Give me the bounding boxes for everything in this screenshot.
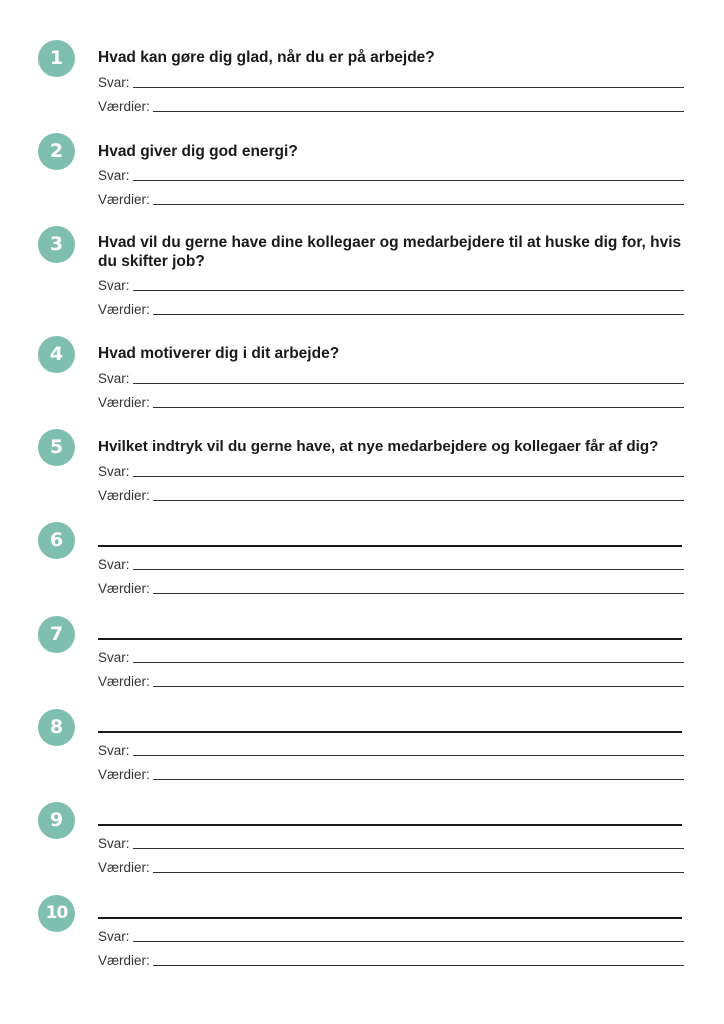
- answer-label: Svar:: [98, 836, 130, 851]
- question-text: Hvad vil du gerne have dine kollegaer og medarbejdere til at huske dig for, hvis du skifter job?: [98, 234, 682, 270]
- values-line[interactable]: [153, 407, 684, 408]
- answer-row[interactable]: [98, 740, 684, 758]
- answer-row[interactable]: [98, 72, 684, 90]
- question-text: Hvad giver dig god energi?: [98, 143, 298, 160]
- answer-label: Svar:: [98, 557, 130, 572]
- answer-label: Svar:: [98, 278, 130, 293]
- answer-line[interactable]: [133, 180, 684, 181]
- answer-label: Svar:: [98, 75, 130, 90]
- answer-row[interactable]: [98, 461, 684, 479]
- values-line[interactable]: [153, 111, 684, 112]
- answer-label: Svar:: [98, 371, 130, 386]
- answer-row[interactable]: [98, 275, 684, 293]
- question-blank-line[interactable]: [98, 824, 682, 826]
- question-number-badge: 1: [38, 40, 75, 77]
- values-line[interactable]: [153, 314, 684, 315]
- answer-line[interactable]: [133, 848, 684, 849]
- values-row[interactable]: [98, 96, 684, 114]
- values-label: Værdier:: [98, 860, 150, 875]
- values-row[interactable]: [98, 299, 684, 317]
- question-blank-line[interactable]: [98, 917, 682, 919]
- answer-line[interactable]: [133, 383, 684, 384]
- answer-line[interactable]: [133, 755, 684, 756]
- answer-line[interactable]: [133, 941, 684, 942]
- question-number-badge: 7: [38, 616, 75, 653]
- values-row[interactable]: [98, 485, 684, 503]
- answer-label: Svar:: [98, 929, 130, 944]
- question-blank-line[interactable]: [98, 638, 682, 640]
- answer-label: Svar:: [98, 168, 130, 183]
- question-text: Hvilket indtryk vil du gerne have, at nye medarbejdere og kollegaer får af dig?: [98, 438, 659, 455]
- values-line[interactable]: [153, 593, 684, 594]
- question-number-badge: 3: [38, 226, 75, 263]
- values-label: Værdier:: [98, 953, 150, 968]
- question-number-badge: 5: [38, 429, 75, 466]
- values-line[interactable]: [153, 965, 684, 966]
- values-line[interactable]: [153, 500, 684, 501]
- answer-line[interactable]: [133, 87, 684, 88]
- question-text: Hvad motiverer dig i dit arbejde?: [98, 345, 340, 362]
- values-label: Værdier:: [98, 581, 150, 596]
- answer-label: Svar:: [98, 743, 130, 758]
- values-row[interactable]: [98, 578, 684, 596]
- question-number-badge: 9: [38, 802, 75, 839]
- answer-line[interactable]: [133, 662, 684, 663]
- values-label: Værdier:: [98, 192, 150, 207]
- question-text: Hvad kan gøre dig glad, når du er på arbejde?: [98, 49, 435, 66]
- answer-row[interactable]: [98, 926, 684, 944]
- question-blank-line[interactable]: [98, 545, 682, 547]
- answer-row[interactable]: [98, 833, 684, 851]
- values-label: Værdier:: [98, 488, 150, 503]
- answer-line[interactable]: [133, 476, 684, 477]
- values-line[interactable]: [153, 779, 684, 780]
- question-number-badge: 2: [38, 133, 75, 170]
- question-number-badge: 10: [38, 895, 75, 932]
- values-label: Værdier:: [98, 302, 150, 317]
- answer-row[interactable]: [98, 368, 684, 386]
- values-label: Værdier:: [98, 767, 150, 782]
- values-row[interactable]: [98, 392, 684, 410]
- values-label: Værdier:: [98, 674, 150, 689]
- question-number-badge: 4: [38, 336, 75, 373]
- values-row[interactable]: [98, 189, 684, 207]
- values-row[interactable]: [98, 950, 684, 968]
- values-row[interactable]: [98, 671, 684, 689]
- values-row[interactable]: [98, 857, 684, 875]
- question-number-badge: 8: [38, 709, 75, 746]
- values-row[interactable]: [98, 764, 684, 782]
- values-line[interactable]: [153, 204, 684, 205]
- values-label: Værdier:: [98, 99, 150, 114]
- answer-row[interactable]: [98, 647, 684, 665]
- answer-row[interactable]: [98, 554, 684, 572]
- question-blank-line[interactable]: [98, 731, 682, 733]
- question-number-badge: 6: [38, 522, 75, 559]
- values-label: Værdier:: [98, 395, 150, 410]
- answer-label: Svar:: [98, 650, 130, 665]
- values-line[interactable]: [153, 872, 684, 873]
- answer-line[interactable]: [133, 290, 684, 291]
- values-line[interactable]: [153, 686, 684, 687]
- answer-label: Svar:: [98, 464, 130, 479]
- answer-line[interactable]: [133, 569, 684, 570]
- answer-row[interactable]: [98, 165, 684, 183]
